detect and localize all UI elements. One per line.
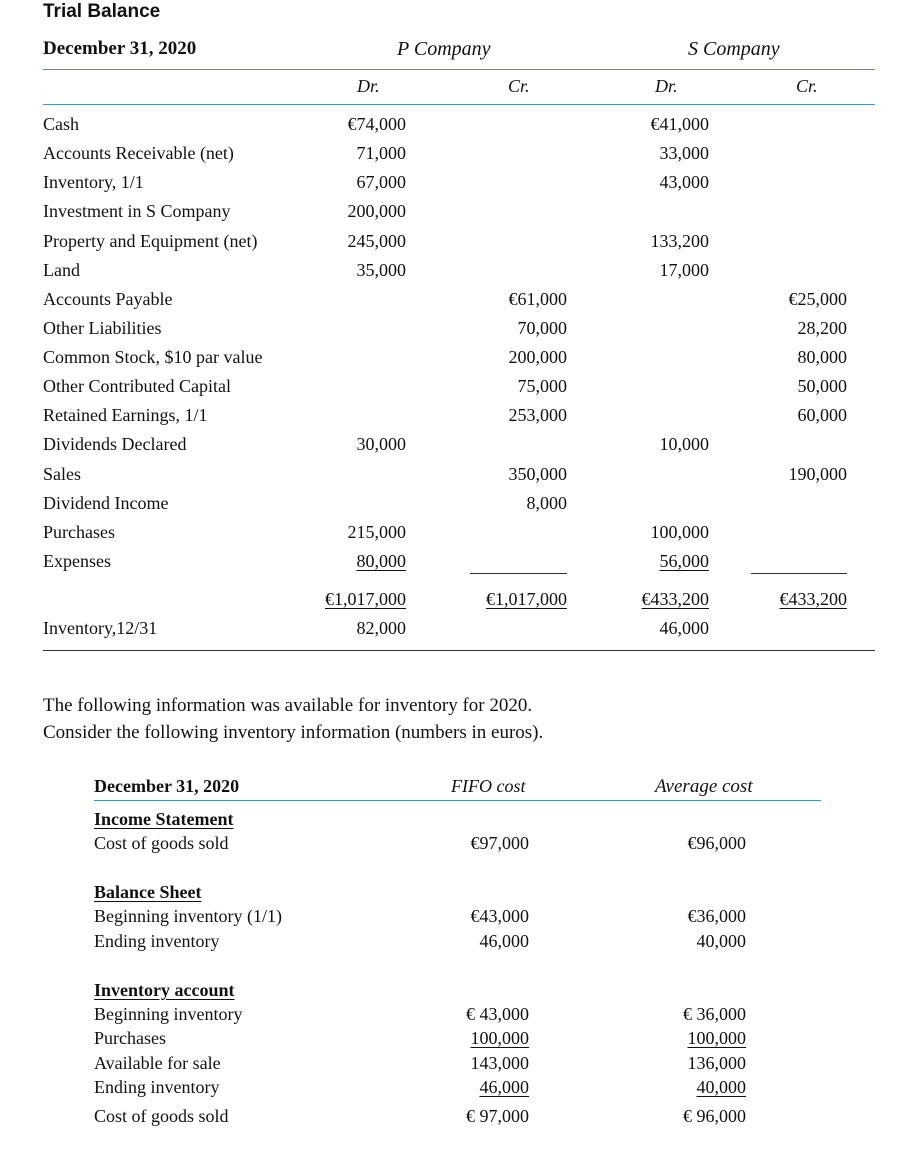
trial-balance-bottom-rule: [43, 650, 875, 651]
inv-acct-row-label: Beginning inventory: [94, 1004, 243, 1024]
p-cr-cell: 253,000: [508, 405, 567, 425]
page-title: Trial Balance: [43, 1, 161, 22]
inv-acct-fifo: 100,000: [470, 1028, 529, 1048]
account-label: Other Liabilities: [43, 318, 162, 338]
income-statement-heading: Income Statement: [94, 809, 234, 829]
p-cr-cell: 75,000: [517, 376, 567, 396]
trial-balance-date: December 31, 2020: [43, 38, 197, 59]
account-label: Accounts Receivable (net): [43, 143, 234, 163]
s-dr-cell: 43,000: [659, 172, 709, 192]
p-dr-cell: 35,000: [356, 260, 406, 280]
inventory-account-heading: Inventory account: [94, 980, 235, 1000]
s-dr-cell: €41,000: [650, 114, 709, 134]
p-cr-cell: €61,000: [508, 289, 567, 309]
inv-acct-row-label: Cost of goods sold: [94, 1106, 229, 1126]
account-label: Expenses: [43, 551, 111, 571]
account-label: Accounts Payable: [43, 289, 173, 309]
s-dr-cell: 100,000: [650, 522, 709, 542]
account-label: Retained Earnings, 1/1: [43, 405, 208, 425]
s-cr-cell: 28,200: [797, 318, 847, 338]
s-dr-cell: 10,000: [659, 434, 709, 454]
p-dr-header: Dr.: [357, 76, 380, 96]
p-cr-subtotal-rule: [470, 573, 567, 574]
account-label: Dividend Income: [43, 493, 169, 513]
beginning-inventory-average: €36,000: [687, 906, 746, 926]
account-label: Common Stock, $10 par value: [43, 347, 263, 367]
inv-acct-average: € 96,000: [683, 1106, 746, 1126]
cogs-fifo: €97,000: [470, 833, 529, 853]
s-cr-total: €433,200: [779, 589, 847, 609]
account-label: Other Contributed Capital: [43, 376, 231, 396]
cogs-label: Cost of goods sold: [94, 833, 229, 853]
p-cr-header: Cr.: [508, 76, 530, 96]
balance-sheet-heading: Balance Sheet: [94, 882, 202, 902]
s-cr-cell: €25,000: [788, 289, 847, 309]
p-cr-total: €1,017,000: [486, 589, 567, 609]
s-dr-header: Dr.: [655, 76, 678, 96]
beginning-inventory-fifo: €43,000: [470, 906, 529, 926]
account-label: Sales: [43, 464, 81, 484]
inventory-header-rule: [94, 800, 821, 801]
cogs-average: €96,000: [687, 833, 746, 853]
p-cr-cell: 350,000: [508, 464, 567, 484]
inv-acct-average: € 36,000: [683, 1004, 746, 1024]
inv-acct-row-label: Available for sale: [94, 1053, 221, 1073]
account-label: Property and Equipment (net): [43, 231, 258, 251]
inv-acct-fifo: € 43,000: [466, 1004, 529, 1024]
account-label: Cash: [43, 114, 79, 134]
p-dr-cell: 245,000: [347, 231, 406, 251]
account-label: Purchases: [43, 522, 115, 542]
s-dr-cell: 56,000: [659, 551, 709, 571]
company-s-heading: S Company: [688, 38, 780, 60]
fifo-header: FIFO cost: [451, 776, 526, 796]
s-cr-cell: 190,000: [788, 464, 847, 484]
account-label: Investment in S Company: [43, 201, 231, 221]
p-cr-cell: 70,000: [517, 318, 567, 338]
account-label: Land: [43, 260, 80, 280]
s-cr-cell: 50,000: [797, 376, 847, 396]
ending-inventory-label: Ending inventory: [94, 931, 220, 951]
s-ending-inventory: 46,000: [659, 618, 709, 638]
inv-acct-fifo: 46,000: [479, 1077, 529, 1097]
p-dr-cell: 200,000: [347, 201, 406, 221]
inv-acct-row-label: Ending inventory: [94, 1077, 220, 1097]
s-dr-cell: 33,000: [659, 143, 709, 163]
account-label: Dividends Declared: [43, 434, 187, 454]
average-header: Average cost: [655, 776, 753, 797]
p-dr-cell: 30,000: [356, 434, 406, 454]
inventory-table-date: December 31, 2020: [94, 776, 240, 796]
s-cr-cell: 80,000: [797, 347, 847, 367]
account-label: Inventory, 1/1: [43, 172, 144, 192]
p-dr-cell: 215,000: [347, 522, 406, 542]
info-line-2: Consider the following inventory information (numbers in euros).: [43, 722, 544, 743]
info-line-1: The following information was available for inventory for 2020.: [43, 695, 533, 716]
header-rule-top: [43, 69, 875, 70]
inv-acct-fifo: € 97,000: [466, 1106, 529, 1126]
p-cr-cell: 8,000: [526, 493, 567, 513]
inv-acct-average: 100,000: [687, 1028, 746, 1048]
header-rule-bottom: [43, 104, 875, 105]
s-cr-header: Cr.: [796, 76, 818, 96]
p-dr-total: €1,017,000: [325, 589, 406, 609]
s-dr-cell: 17,000: [659, 260, 709, 280]
s-dr-cell: 133,200: [650, 231, 709, 251]
p-dr-cell: 71,000: [356, 143, 406, 163]
p-dr-cell: 67,000: [356, 172, 406, 192]
p-ending-inventory: 82,000: [356, 618, 406, 638]
p-dr-cell: 80,000: [356, 551, 406, 571]
company-p-heading: P Company: [397, 38, 491, 60]
ending-inventory-fifo: 46,000: [479, 931, 529, 951]
p-dr-cell: €74,000: [347, 114, 406, 134]
ending-inventory-average: 40,000: [696, 931, 746, 951]
s-dr-total: €433,200: [641, 589, 709, 609]
inv-acct-fifo: 143,000: [470, 1053, 529, 1073]
beginning-inventory-label: Beginning inventory (1/1): [94, 906, 282, 926]
p-cr-cell: 200,000: [508, 347, 567, 367]
inv-acct-row-label: Purchases: [94, 1028, 166, 1048]
inv-acct-average: 40,000: [696, 1077, 746, 1097]
inv-acct-average: 136,000: [687, 1053, 746, 1073]
ending-inventory-label: Inventory,12/31: [43, 618, 158, 638]
s-cr-cell: 60,000: [797, 405, 847, 425]
s-cr-subtotal-rule: [751, 573, 847, 574]
